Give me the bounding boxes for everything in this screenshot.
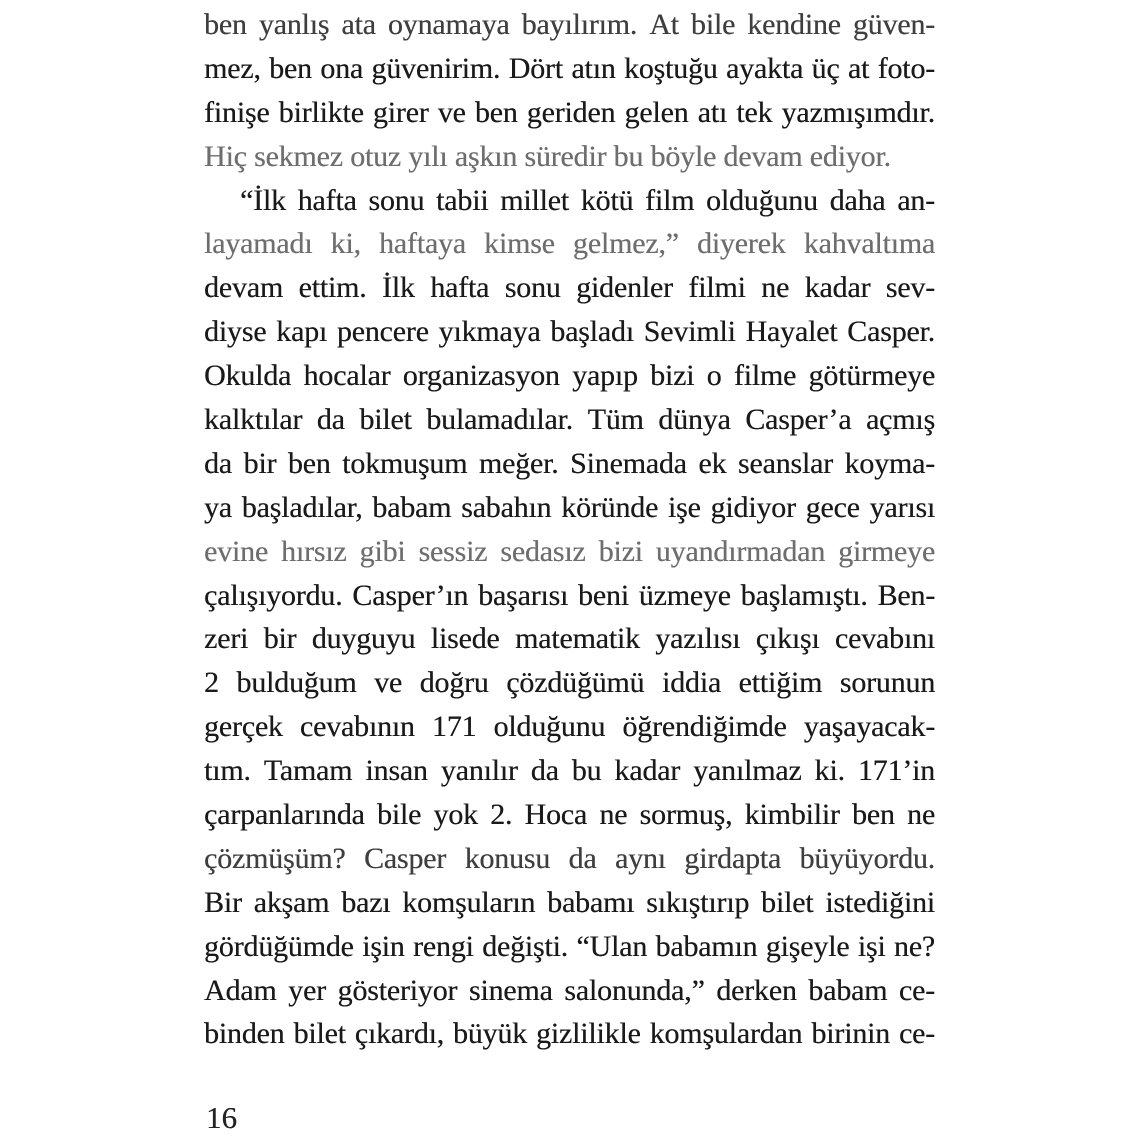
text-line: kalktılar da bilet bulamadılar. Tüm dünya Casper’a açmış	[204, 403, 935, 437]
text-line: finişe birlikte girer ve ben geriden gelen atı tek yazmışımdır.	[204, 95, 935, 129]
text-line: çalışıyordu. Casper’ın başarısı beni üzmeye başlamıştı. Ben-	[204, 578, 935, 612]
page-number: 16	[206, 1100, 237, 1135]
text-line: devam ettim. İlk hafta sonu gidenler filmi ne kadar sev-	[204, 271, 935, 305]
text-line: zeri bir duyguyu lisede matematik yazılısı çıkışı cevabını	[204, 622, 935, 656]
text-line: binden bilet çıkardı, büyük gizlilikle komşulardan birinin ce-	[204, 1017, 935, 1051]
text-line: diyse kapı pencere yıkmaya başladı Sevimli Hayalet Casper.	[204, 315, 935, 349]
text-block	[204, 3, 935, 1056]
text-line: da bir ben tokmuşum meğer. Sinemada ek seanslar koyma-	[204, 446, 935, 480]
text-line: gerçek cevabının 171 olduğunu öğrendiğimde yaşayacak-	[204, 710, 935, 744]
text-line: gördüğümde işin rengi değişti. “Ulan babamın gişeyle işi ne?	[204, 929, 935, 963]
text-line: layamadı ki, haftaya kimse gelmez,” diyerek kahvaltıma	[204, 227, 935, 261]
text-line: 2 bulduğum ve doğru çözdüğümü iddia ettiğim sorunun	[204, 666, 935, 700]
text-line: Hiç sekmez otuz yılı aşkın süredir bu böyle devam ediyor.	[204, 139, 891, 173]
text-line: Okulda hocalar organizasyon yapıp bizi o filme götürmeye	[204, 359, 935, 393]
text-line: çözmüşüm? Casper konusu da aynı girdapta büyüyordu.	[204, 841, 935, 875]
text-line: evine hırsız gibi sessiz sedasız bizi uyandırmadan girmeye	[204, 534, 935, 568]
text-line: Bir akşam bazı komşuların babamı sıkıştırıp bilet istediğini	[204, 885, 935, 919]
text-line: çarpanlarında bile yok 2. Hoca ne sormuş, kimbilir ben ne	[204, 798, 935, 832]
text-line: mez, ben ona güvenirim. Dört atın koştuğu ayakta üç at foto-	[204, 51, 935, 85]
text-line: tım. Tamam insan yanılır da bu kadar yanılmaz ki. 171’in	[204, 754, 935, 788]
text-line: “İlk hafta sonu tabii millet kötü film olduğunu daha an-	[240, 183, 935, 217]
text-line: ya başladılar, babam sabahın köründe işe gidiyor gece yarısı	[204, 490, 935, 524]
text-line: Adam yer gösteriyor sinema salonunda,” derken babam ce-	[204, 973, 935, 1007]
text-line: ben yanlış ata oynamaya bayılırım. At bile kendine güven-	[204, 8, 935, 41]
